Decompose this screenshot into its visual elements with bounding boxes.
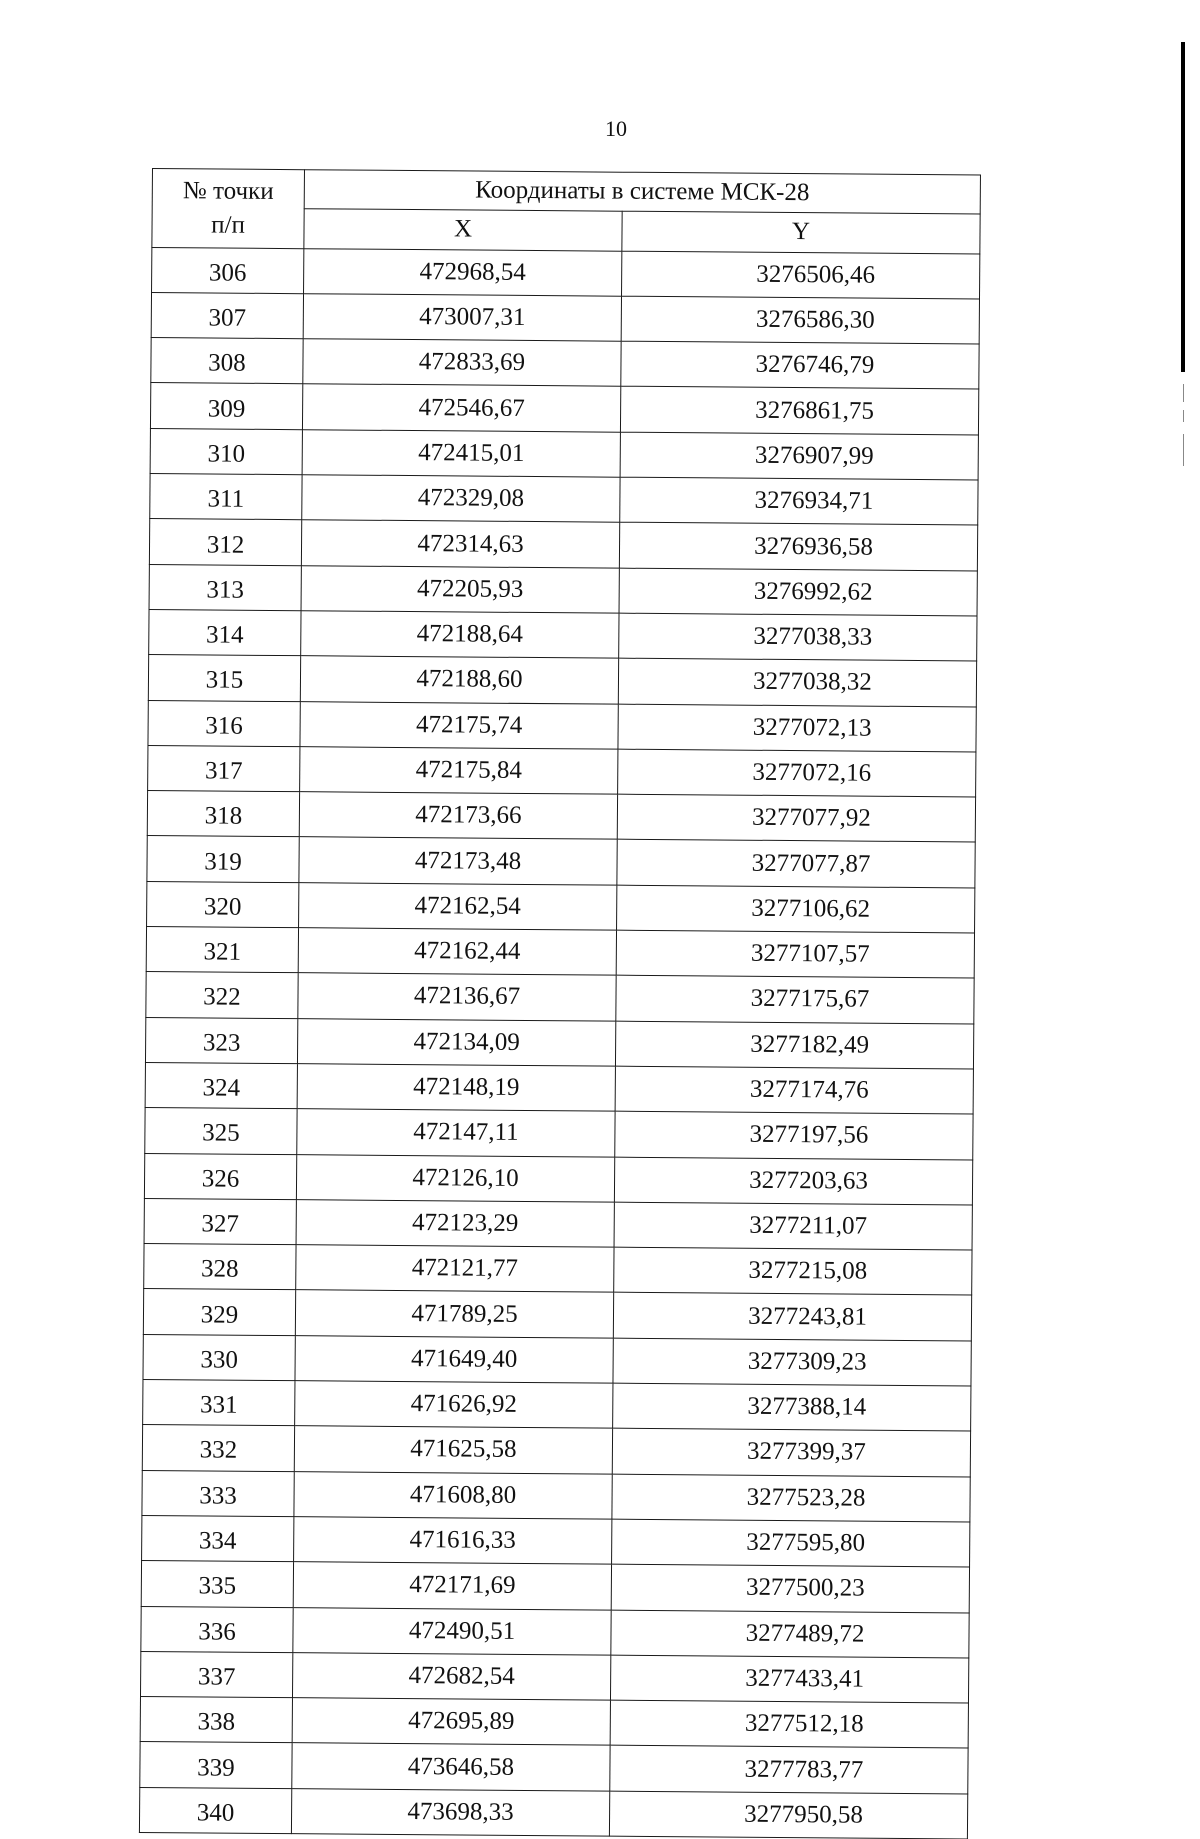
point-number-cell: 319 [147, 836, 299, 882]
point-number-cell: 327 [144, 1198, 296, 1244]
table-row [145, 1062, 973, 1114]
table-row [143, 1289, 971, 1341]
x-coordinate-cell: 472173,66 [299, 792, 617, 840]
table-row [148, 745, 976, 797]
x-coordinate-cell: 472490,51 [293, 1607, 611, 1655]
y-coordinate-cell: 3277243,81 [613, 1293, 971, 1341]
point-number-cell: 322 [146, 972, 298, 1018]
point-number-header-line1: № точки [182, 177, 274, 205]
x-coordinate-cell: 472121,77 [296, 1245, 614, 1293]
scan-edge-mark [1183, 410, 1184, 422]
y-coordinate-cell: 3277038,33 [619, 613, 977, 661]
table-row [149, 564, 977, 616]
point-number-cell: 312 [149, 519, 301, 565]
x-coordinate-cell: 471608,80 [294, 1471, 612, 1519]
table-row [142, 1470, 970, 1522]
table-row [148, 655, 976, 707]
y-coordinate-cell: 3277783,77 [610, 1746, 968, 1794]
table-row [139, 1787, 967, 1839]
table-row [144, 1244, 972, 1296]
y-coordinate-cell: 3277038,32 [618, 658, 976, 706]
point-number-cell: 328 [144, 1244, 296, 1290]
point-number-cell: 311 [150, 474, 302, 520]
table-body [139, 247, 979, 1839]
table-row [147, 881, 975, 933]
point-number-cell: 315 [148, 655, 300, 701]
point-number-header-line2: п/п [211, 211, 246, 239]
table-row [150, 383, 978, 435]
point-number-cell: 309 [150, 383, 302, 429]
x-column-header: X [304, 209, 622, 251]
x-coordinate-cell: 472329,08 [302, 475, 620, 523]
table-row [140, 1742, 968, 1794]
y-coordinate-cell: 3277388,14 [613, 1383, 971, 1431]
x-coordinate-cell: 471649,40 [295, 1335, 613, 1383]
x-coordinate-cell: 472123,29 [296, 1199, 614, 1247]
x-coordinate-cell: 472162,44 [298, 928, 616, 976]
x-coordinate-cell: 472546,67 [302, 384, 620, 432]
x-coordinate-cell: 472175,74 [300, 701, 618, 749]
y-coordinate-cell: 3277197,56 [615, 1111, 973, 1159]
table-row [143, 1334, 971, 1386]
y-coordinate-cell: 3277175,67 [616, 976, 974, 1024]
y-coordinate-cell: 3276506,46 [622, 251, 980, 299]
table-row [142, 1515, 970, 1567]
y-column-header: Y [622, 211, 980, 253]
coordinates-table-wrapper [139, 168, 981, 1839]
table-row [151, 292, 979, 344]
table-row [144, 1198, 972, 1250]
point-number-cell: 320 [147, 881, 299, 927]
point-number-header [152, 169, 305, 249]
x-coordinate-cell: 472175,84 [300, 747, 618, 795]
table-row [141, 1561, 969, 1613]
table-row [144, 1153, 972, 1205]
y-coordinate-cell: 3276934,71 [620, 477, 978, 525]
table-row [149, 609, 977, 661]
y-coordinate-cell: 3277107,57 [616, 930, 974, 978]
y-coordinate-cell: 3277211,07 [614, 1202, 972, 1250]
y-coordinate-cell: 3277489,72 [611, 1610, 969, 1658]
table-row [148, 700, 976, 752]
y-coordinate-cell: 3276936,58 [619, 523, 977, 571]
y-coordinate-cell: 3276746,79 [621, 341, 979, 389]
coordinates-table [139, 168, 981, 1839]
table-row [146, 927, 974, 979]
x-coordinate-cell: 472162,54 [299, 882, 617, 930]
x-coordinate-cell: 471789,25 [295, 1290, 613, 1338]
point-number-cell: 335 [141, 1561, 293, 1607]
y-coordinate-cell: 3277077,92 [617, 794, 975, 842]
x-coordinate-cell: 471626,92 [295, 1381, 613, 1429]
table-row [142, 1425, 970, 1477]
table-row [147, 791, 975, 843]
point-number-cell: 326 [144, 1153, 296, 1199]
x-coordinate-cell: 472205,93 [301, 565, 619, 613]
table-row [152, 247, 980, 299]
x-coordinate-cell: 472126,10 [296, 1154, 614, 1202]
point-number-cell: 337 [140, 1651, 292, 1697]
table-row [147, 836, 975, 888]
x-coordinate-cell: 472188,60 [300, 656, 618, 704]
point-number-cell: 308 [151, 338, 303, 384]
x-coordinate-cell: 472968,54 [304, 248, 622, 296]
scan-edge-mark [1183, 434, 1184, 466]
x-coordinate-cell: 473646,58 [292, 1743, 610, 1791]
x-coordinate-cell: 471625,58 [294, 1426, 612, 1474]
y-coordinate-cell: 3277182,49 [615, 1021, 973, 1069]
y-coordinate-cell: 3276861,75 [620, 387, 978, 435]
y-coordinate-cell: 3277500,23 [611, 1564, 969, 1612]
point-number-cell: 306 [152, 247, 304, 293]
coordinates-header: Координаты в системе МСК-28 [304, 170, 980, 215]
point-number-cell: 307 [151, 292, 303, 338]
y-coordinate-cell: 3277309,23 [613, 1338, 971, 1386]
point-number-cell: 340 [139, 1787, 291, 1833]
y-coordinate-cell: 3277072,13 [618, 704, 976, 752]
point-number-cell: 331 [143, 1379, 295, 1425]
table-row [140, 1651, 968, 1703]
y-coordinate-cell: 3277077,87 [617, 840, 975, 888]
y-coordinate-cell: 3276586,30 [621, 296, 979, 344]
table-row [145, 1017, 973, 1069]
x-coordinate-cell: 473698,33 [291, 1788, 609, 1836]
y-coordinate-cell: 3277595,80 [612, 1519, 970, 1567]
x-coordinate-cell: 472136,67 [298, 973, 616, 1021]
x-coordinate-cell: 472695,89 [292, 1698, 610, 1746]
table-row [140, 1697, 968, 1749]
y-coordinate-cell: 3277203,63 [614, 1157, 972, 1205]
y-coordinate-cell: 3277215,08 [614, 1247, 972, 1295]
y-coordinate-cell: 3277523,28 [612, 1474, 970, 1522]
x-coordinate-cell: 472415,01 [302, 429, 620, 477]
x-coordinate-cell: 472188,64 [301, 611, 619, 659]
y-coordinate-cell: 3276907,99 [620, 432, 978, 480]
table-row [150, 428, 978, 480]
point-number-cell: 332 [142, 1425, 294, 1471]
point-number-cell: 338 [140, 1697, 292, 1743]
x-coordinate-cell: 472833,69 [303, 339, 621, 387]
y-coordinate-cell: 3277174,76 [615, 1066, 973, 1114]
point-number-cell: 329 [143, 1289, 295, 1335]
point-number-cell: 310 [150, 428, 302, 474]
table-row [149, 519, 977, 571]
x-coordinate-cell: 472147,11 [297, 1109, 615, 1157]
point-number-cell: 330 [143, 1334, 295, 1380]
table-row [141, 1606, 969, 1658]
point-number-cell: 316 [148, 700, 300, 746]
x-coordinate-cell: 472314,63 [301, 520, 619, 568]
point-number-cell: 339 [140, 1742, 292, 1788]
y-coordinate-cell: 3277950,58 [609, 1791, 967, 1839]
point-number-cell: 323 [145, 1017, 297, 1063]
x-coordinate-cell: 472171,69 [293, 1562, 611, 1610]
table-header-row [152, 169, 980, 215]
x-coordinate-cell: 471616,33 [294, 1517, 612, 1565]
page-number: 10 [605, 116, 627, 141]
y-coordinate-cell: 3277106,62 [617, 885, 975, 933]
point-number-cell: 314 [149, 609, 301, 655]
point-number-cell: 321 [146, 927, 298, 973]
y-coordinate-cell: 3277512,18 [610, 1700, 968, 1748]
x-coordinate-cell: 472173,48 [299, 837, 617, 885]
point-number-cell: 336 [141, 1606, 293, 1652]
y-coordinate-cell: 3276992,62 [619, 568, 977, 616]
table-row [143, 1379, 971, 1431]
table-row [150, 474, 978, 526]
point-number-cell: 313 [149, 564, 301, 610]
y-coordinate-cell: 3277072,16 [618, 749, 976, 797]
point-number-cell: 333 [142, 1470, 294, 1516]
x-coordinate-cell: 472148,19 [297, 1064, 615, 1112]
table-row [151, 338, 979, 390]
point-number-cell: 334 [142, 1515, 294, 1561]
table-row [146, 972, 974, 1024]
table-row [145, 1108, 973, 1160]
x-coordinate-cell: 472134,09 [297, 1018, 615, 1066]
point-number-cell: 318 [147, 791, 299, 837]
y-coordinate-cell: 3277399,37 [612, 1428, 970, 1476]
x-coordinate-cell: 473007,31 [303, 294, 621, 342]
point-number-cell: 324 [145, 1062, 297, 1108]
scan-edge-mark [1183, 384, 1184, 402]
x-coordinate-cell: 472682,54 [292, 1652, 610, 1700]
y-coordinate-cell: 3277433,41 [610, 1655, 968, 1703]
point-number-cell: 317 [148, 745, 300, 791]
scan-edge-line [1181, 42, 1185, 372]
point-number-cell: 325 [145, 1108, 297, 1154]
